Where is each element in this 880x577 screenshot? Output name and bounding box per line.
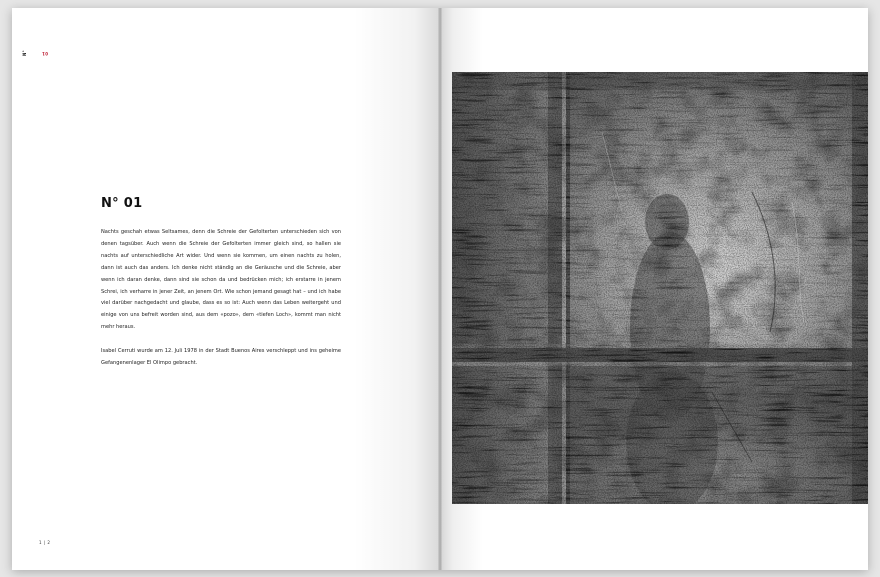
body-paragraph-1: Nachts geschah etwas Seltsames, denn die Schreie der Gefolterten unterschieden sich von denen tagsüber. Auch wenn die Schreie der Gefolterten immer gleich sind, so hallen sie nachts auf unterschiedliche Art wider. Und wenn sie kommen, um einen nachts zu holen, dann ist auch das anders. Ich denke nicht ständig an die Geräusche und die Schreie, aber wenn ich daran denke, dann sind sie schon da und bedrücken mich; ich erstarre in jenem Schrei, ich verharre in jener Zeit, an jenem Ort. Wie schon jemand gesagt hat – und ich habe viel darüber nachgedacht und glaube, dass es so ist: Auch wenn das Leben weitergeht und einige von uns befreit worden sind, aus dem «pozo», dem «tiefen Loch», kommt man nicht mehr heraus. <box>101 229 341 331</box>
page-folio: 1 | 2 <box>39 540 51 545</box>
body-paragraph-2: Isabel Cerruti wurde am 12. Juli 1978 in der Stadt Buenos Aires verschleppt und ins geheime Gefangenenlager El Olimpo gebracht. <box>101 348 341 367</box>
body-text <box>101 227 341 382</box>
door-photograph-image <box>452 72 868 504</box>
chapter-title: N° 01 <box>101 196 143 211</box>
right-page <box>440 8 868 570</box>
left-page <box>12 8 440 570</box>
running-head <box>22 30 48 70</box>
running-head-accent: 01 <box>41 51 48 56</box>
running-head-label: N° <box>22 50 27 56</box>
door-photograph <box>452 72 868 504</box>
running-head-text <box>22 50 48 56</box>
magazine-spread <box>12 8 868 570</box>
spread-gutter <box>438 8 442 570</box>
